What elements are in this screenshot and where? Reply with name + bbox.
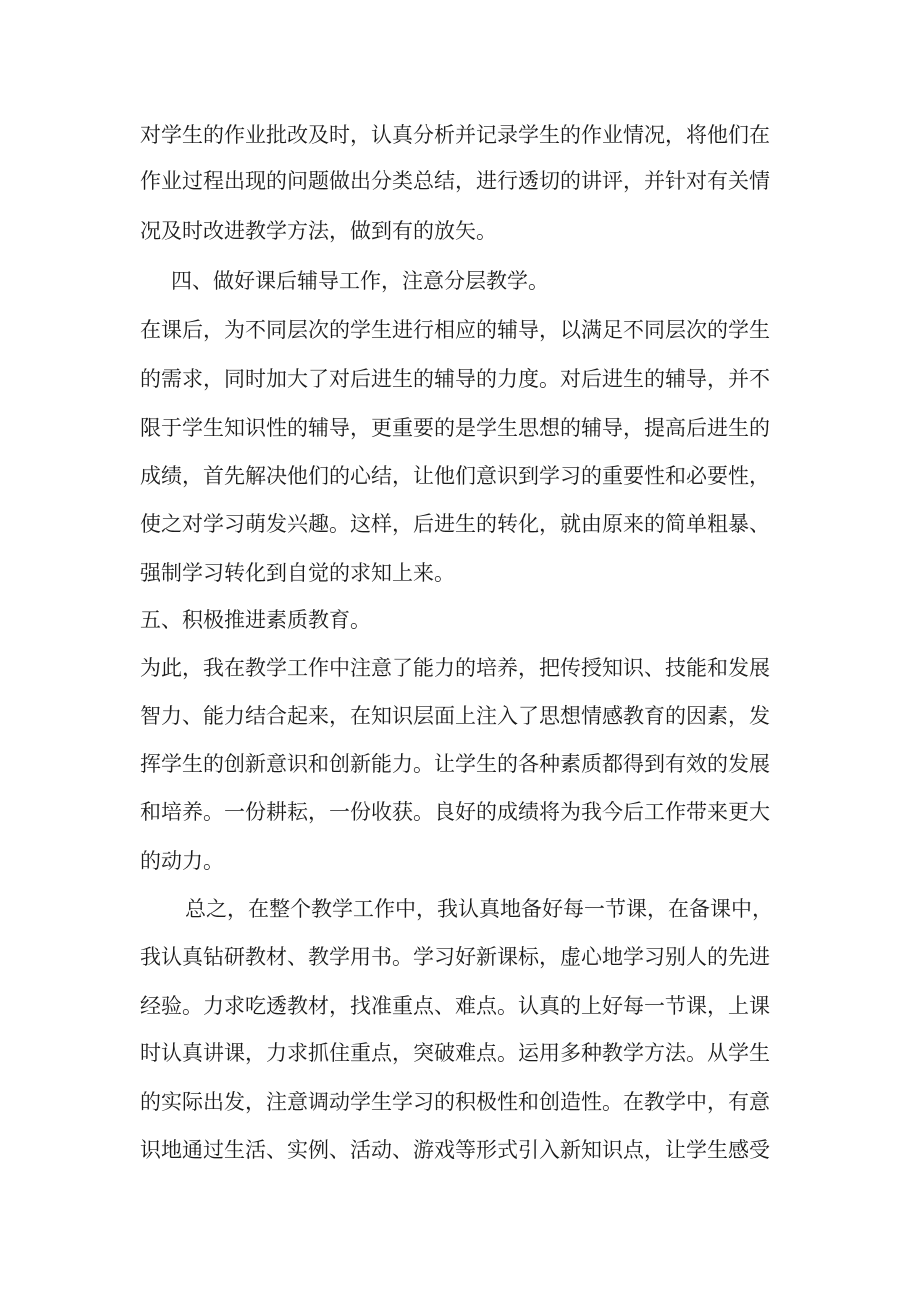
paragraph-line: 况及时改进教学方法，做到有的放矢。 <box>140 219 497 243</box>
summary-first-line: 总之，在整个教学工作中，我认真地备好每一节课，在备课中， <box>185 897 773 921</box>
paragraph-line: 的动力。 <box>140 849 224 873</box>
paragraph-line: 的实际出发，注意调动学生学习的积极性和创造性。在教学中，有意 <box>140 1090 770 1114</box>
paragraph-line: 成绩，首先解决他们的心结，让他们意识到学习的重要性和必要性， <box>140 464 770 488</box>
paragraph-line: 识地通过生活、实例、活动、游戏等形式引入新知识点，让学生感受 <box>140 1138 770 1162</box>
paragraph-line: 智力、能力结合起来，在知识层面上注入了思想情感教育的因素，发 <box>140 704 770 728</box>
section-5-heading: 五、积极推进素质教育。 <box>140 608 371 632</box>
section-4-heading: 四、做好课后辅导工作，注意分层教学。 <box>171 269 549 293</box>
paragraph-line: 限于学生知识性的辅导，更重要的是学生思想的辅导，提高后进生的 <box>140 416 770 440</box>
paragraph-line: 我认真钻研教材、教学用书。学习好新课标，虚心地学习别人的先进 <box>140 945 770 969</box>
paragraph-line: 时认真讲课，力求抓住重点，突破难点。运用多种教学方法。从学生 <box>140 1041 770 1065</box>
paragraph-line: 使之对学习萌发兴趣。这样，后进生的转化，就由原来的简单粗暴、 <box>140 512 770 536</box>
paragraph-line: 为此，我在教学工作中注意了能力的培养，把传授知识、技能和发展 <box>140 656 770 680</box>
paragraph-line: 作业过程出现的问题做出分类总结，进行透切的讲评，并针对有关情 <box>140 169 770 193</box>
paragraph-line: 强制学习转化到自觉的求知上来。 <box>140 561 455 585</box>
paragraph-line: 和培养。一份耕耘，一份收获。良好的成绩将为我今后工作带来更大 <box>140 800 770 824</box>
paragraph-line: 的需求，同时加大了对后进生的辅导的力度。对后进生的辅导，并不 <box>140 367 770 391</box>
paragraph-line: 对学生的作业批改及时，认真分析并记录学生的作业情况，将他们在 <box>140 123 770 147</box>
paragraph-line: 挥学生的创新意识和创新能力。让学生的各种素质都得到有效的发展 <box>140 752 770 776</box>
paragraph-line: 在课后，为不同层次的学生进行相应的辅导，以满足不同层次的学生 <box>140 318 770 342</box>
paragraph-line: 经验。力求吃透教材，找准重点、难点。认真的上好每一节课，上课 <box>140 994 770 1018</box>
